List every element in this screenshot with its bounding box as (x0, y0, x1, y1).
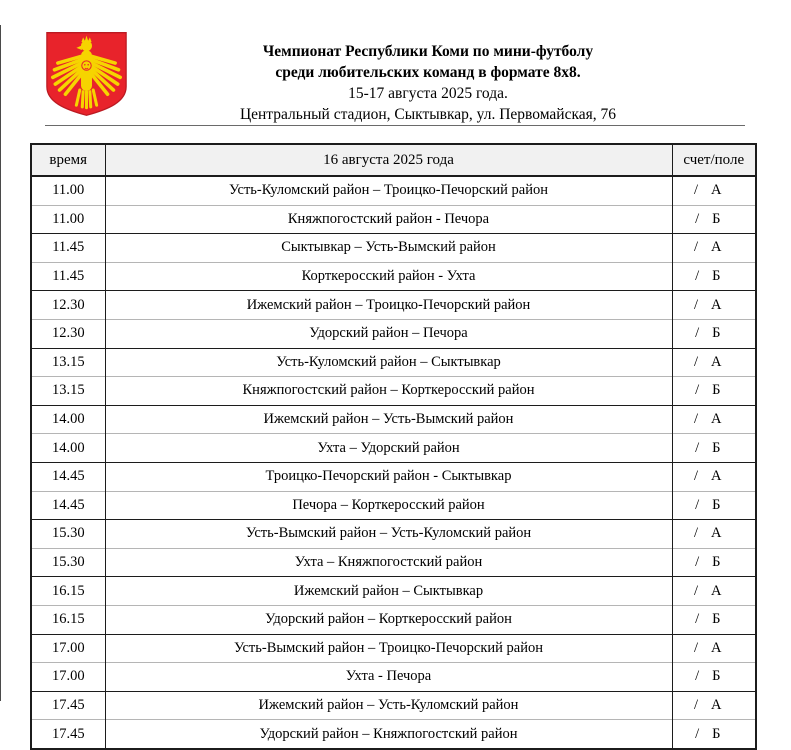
score-slash: / (693, 411, 699, 428)
match-cell: Ухта – Удорский район (105, 434, 672, 463)
table-row (31, 634, 756, 663)
table-row (31, 720, 756, 749)
score-slash: / (695, 439, 700, 456)
field-letter: Б (712, 325, 721, 342)
score-cell (672, 262, 756, 291)
field-letter: Б (712, 439, 721, 456)
table-row (31, 319, 756, 348)
score-slash: / (695, 611, 700, 628)
time-cell: 12.30 (51, 325, 85, 342)
score-cell (672, 377, 756, 406)
match-cell: Удорский район – Печора (105, 319, 672, 348)
match-cell: Печора – Корткеросский район (105, 491, 672, 520)
field-letter: А (711, 696, 722, 713)
field-letter: А (711, 468, 722, 485)
score-cell (672, 205, 756, 234)
score-slash: / (693, 182, 699, 199)
column-header-time: время (31, 144, 105, 176)
time-cell: 16.15 (51, 582, 85, 599)
field-letter: Б (712, 725, 721, 742)
title-line-2: среди любительских команд в формате 8х8. (275, 64, 581, 81)
score-cell (672, 605, 756, 634)
field-letter: А (711, 525, 722, 542)
score-cell (672, 663, 756, 692)
field-letter: А (711, 639, 722, 656)
score-cell (672, 691, 756, 720)
score-slash: / (693, 239, 699, 256)
time-cell: 16.15 (51, 611, 85, 628)
score-cell (672, 634, 756, 663)
time-cell: 14.45 (51, 496, 85, 513)
time-cell: 15.30 (51, 554, 85, 571)
field-letter: А (711, 239, 722, 256)
field-letter: Б (712, 554, 721, 571)
table-row (31, 234, 756, 263)
score-slash: / (695, 496, 700, 513)
time-cell: 17.45 (51, 696, 85, 713)
table-row (31, 434, 756, 463)
match-cell: Троицко-Печорский район - Сыктывкар (105, 462, 672, 491)
time-cell: 14.00 (51, 411, 85, 428)
score-slash: / (693, 353, 699, 370)
score-cell (672, 548, 756, 577)
score-cell (672, 434, 756, 463)
score-slash: / (695, 325, 700, 342)
score-slash: / (695, 554, 700, 571)
title-line-1: Чемпионат Республики Коми по мини-футболу (262, 43, 594, 60)
score-slash: / (693, 696, 699, 713)
score-cell (672, 405, 756, 434)
column-header-date: 16 августа 2025 года (105, 144, 672, 176)
field-letter: А (711, 296, 722, 313)
table-row (31, 377, 756, 406)
table-row (31, 605, 756, 634)
match-cell: Ижемский район – Усть-Вымский район (105, 405, 672, 434)
match-cell: Княжпогостский район - Печора (105, 205, 672, 234)
time-cell: 17.45 (51, 725, 85, 742)
dates-line: 15-17 августа 2025 года. (348, 85, 508, 102)
table-row (31, 262, 756, 291)
score-slash: / (693, 525, 699, 542)
score-cell (672, 520, 756, 549)
match-cell: Удорский район – Княжпогостский район (105, 720, 672, 749)
field-letter: Б (712, 268, 721, 285)
time-cell: 13.15 (51, 353, 85, 370)
score-slash: / (695, 725, 700, 742)
score-cell (672, 291, 756, 320)
match-cell: Усть-Куломский район – Сыктывкар (105, 348, 672, 377)
match-cell: Сыктывкар – Усть-Вымский район (105, 234, 672, 263)
venue-line: Центральный стадион, Сыктывкар, ул. Первомайская, 76 (239, 106, 617, 123)
score-cell (672, 577, 756, 606)
schedule-table (30, 143, 757, 750)
match-cell: Ижемский район – Усть-Куломский район (105, 691, 672, 720)
time-cell: 13.15 (51, 382, 85, 399)
match-cell: Усть-Куломский район – Троицко-Печорский район (105, 176, 672, 205)
column-header-score-field: счет/поле (672, 144, 756, 176)
table-row (31, 405, 756, 434)
time-cell: 14.00 (51, 439, 85, 456)
table-row (31, 491, 756, 520)
time-cell: 11.00 (52, 182, 85, 199)
time-cell: 11.45 (52, 239, 85, 256)
table-row (31, 577, 756, 606)
match-cell: Усть-Вымский район – Усть-Куломский район (105, 520, 672, 549)
match-cell: Удорский район – Корткеросский район (105, 605, 672, 634)
table-row (31, 291, 756, 320)
field-letter: Б (712, 496, 721, 513)
score-slash: / (693, 582, 699, 599)
time-cell: 15.30 (51, 525, 85, 542)
header-divider (45, 125, 745, 126)
table-row (31, 548, 756, 577)
score-slash: / (693, 468, 699, 485)
table-row (31, 176, 756, 205)
field-letter: А (711, 182, 722, 199)
match-cell: Усть-Вымский район – Троицко-Печорский район (105, 634, 672, 663)
score-cell (672, 319, 756, 348)
score-cell (672, 234, 756, 263)
match-cell: Ухта – Княжпогостский район (105, 548, 672, 577)
time-cell: 14.45 (51, 468, 85, 485)
score-slash: / (693, 296, 699, 313)
score-slash: / (695, 668, 700, 685)
score-slash: / (693, 639, 699, 656)
time-cell: 17.00 (51, 639, 85, 656)
field-letter: А (711, 582, 722, 599)
score-cell (672, 176, 756, 205)
field-letter: Б (712, 611, 721, 628)
table-row (31, 520, 756, 549)
time-cell: 11.45 (52, 268, 85, 285)
score-cell (672, 462, 756, 491)
table-row (31, 348, 756, 377)
table-row (31, 691, 756, 720)
time-cell: 11.00 (52, 210, 85, 227)
score-slash: / (695, 268, 700, 285)
score-cell (672, 491, 756, 520)
field-letter: Б (712, 382, 721, 399)
field-letter: Б (712, 668, 721, 685)
table-row (31, 462, 756, 491)
document-header (115, 41, 741, 125)
table-header-row (31, 144, 756, 176)
score-cell (672, 348, 756, 377)
score-slash: / (695, 382, 700, 399)
time-cell: 17.00 (51, 668, 85, 685)
match-cell: Ижемский район – Сыктывкар (105, 577, 672, 606)
score-slash: / (695, 210, 700, 227)
match-cell: Княжпогостский район – Корткеросский район (105, 377, 672, 406)
field-letter: А (711, 353, 722, 370)
field-letter: А (711, 411, 722, 428)
table-row (31, 663, 756, 692)
match-cell: Ухта - Печора (105, 663, 672, 692)
score-cell (672, 720, 756, 749)
scan-edge-line (0, 25, 1, 701)
table-row (31, 205, 756, 234)
field-letter: Б (712, 210, 721, 227)
match-cell: Корткеросский район - Ухта (105, 262, 672, 291)
schedule-body (31, 176, 756, 749)
match-cell: Ижемский район – Троицко-Печорский район (105, 291, 672, 320)
time-cell: 12.30 (51, 296, 85, 313)
